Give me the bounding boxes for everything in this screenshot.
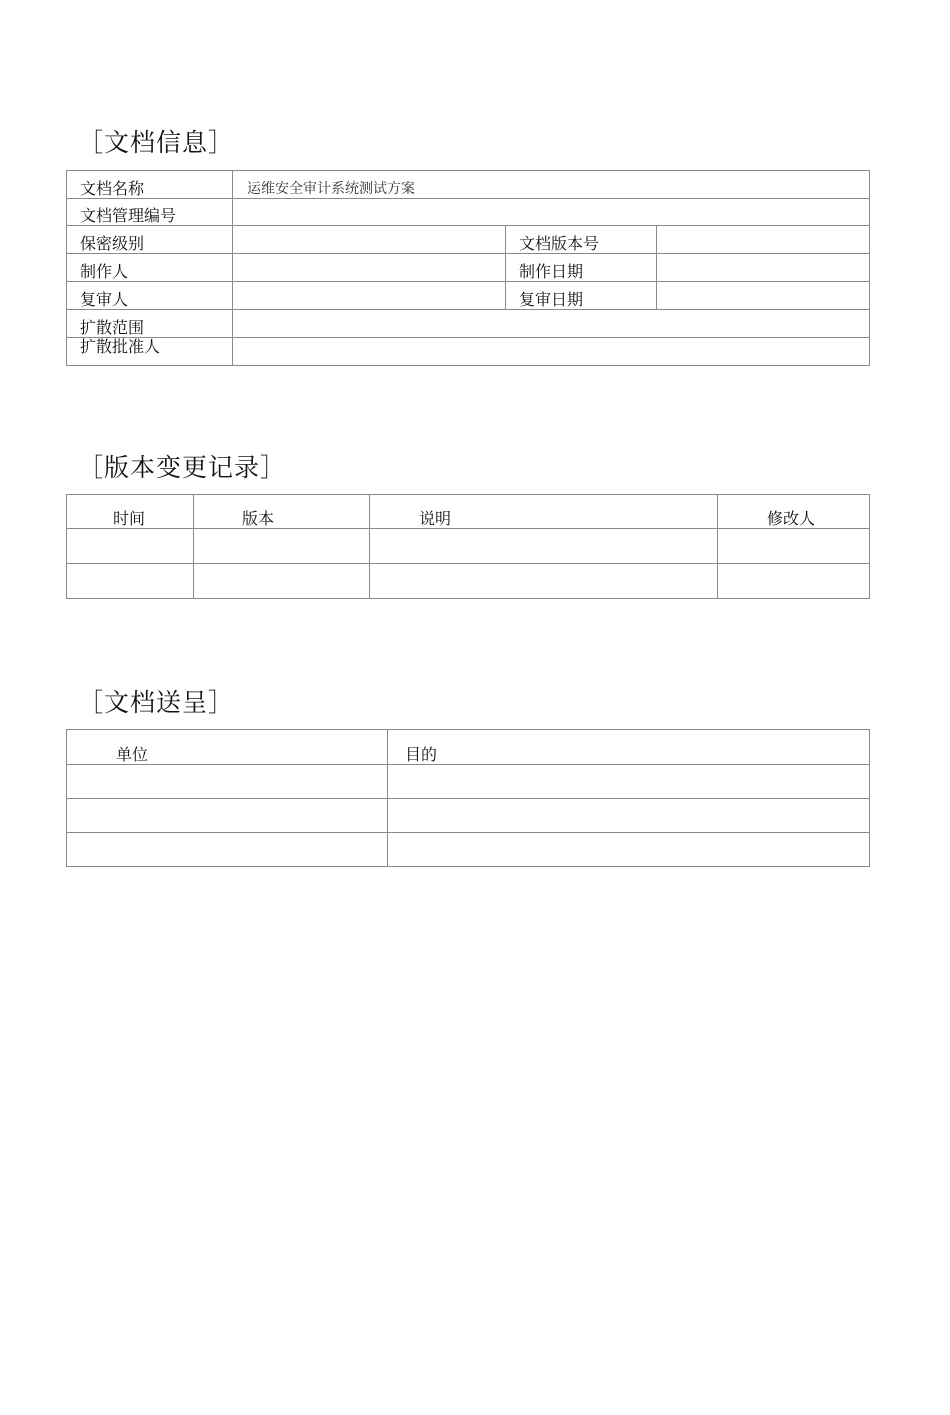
- unit-cell: [67, 799, 388, 833]
- doc-version-label: 文档版本号: [506, 226, 657, 254]
- distribution-scope-value: [233, 310, 870, 338]
- table-row: [67, 564, 870, 599]
- distribution-approver-row: [67, 338, 870, 366]
- doc-distribution-table: [66, 729, 870, 867]
- header-purpose: 目的: [388, 730, 870, 765]
- security-row: [67, 226, 870, 254]
- distribution-scope-label: 扩散范围: [67, 310, 233, 338]
- doc-name-row: [67, 171, 870, 199]
- header-version: 版本: [194, 495, 370, 529]
- doc-name-value: 运维安全审计系统测试方案: [233, 171, 870, 199]
- doc-name-label: 文档名称: [67, 171, 233, 199]
- distribution-approver-value: [233, 338, 870, 366]
- table-row: [67, 799, 870, 833]
- author-value: [233, 254, 506, 282]
- doc-info-table: [66, 170, 870, 366]
- review-date-label: 复审日期: [506, 282, 657, 310]
- doc-distribution-title: ［文档送呈］: [78, 688, 235, 717]
- purpose-cell: [388, 833, 870, 867]
- security-level-value: [233, 226, 506, 254]
- author-label: 制作人: [67, 254, 233, 282]
- time-cell: [67, 529, 194, 564]
- security-level-label: 保密级别: [67, 226, 233, 254]
- created-date-value: [657, 254, 870, 282]
- distribution-header-row: [67, 730, 870, 765]
- author-row: [67, 254, 870, 282]
- table-row: [67, 833, 870, 867]
- version-cell: [194, 564, 370, 599]
- version-history-title: ［版本变更记录］: [78, 453, 287, 482]
- reviewer-row: [67, 282, 870, 310]
- modifier-cell: [718, 564, 870, 599]
- reviewer-label: 复审人: [67, 282, 233, 310]
- version-cell: [194, 529, 370, 564]
- time-cell: [67, 564, 194, 599]
- created-date-label: 制作日期: [506, 254, 657, 282]
- purpose-cell: [388, 765, 870, 799]
- table-row: [67, 529, 870, 564]
- table-row: [67, 765, 870, 799]
- header-time: 时间: [67, 495, 194, 529]
- doc-mgmt-no-label: 文档管理编号: [67, 199, 233, 226]
- unit-cell: [67, 833, 388, 867]
- header-unit: 单位: [67, 730, 388, 765]
- version-header-row: [67, 495, 870, 529]
- purpose-cell: [388, 799, 870, 833]
- version-history-table: [66, 494, 870, 599]
- description-cell: [370, 529, 718, 564]
- doc-mgmt-no-row: [67, 199, 870, 226]
- review-date-value: [657, 282, 870, 310]
- description-cell: [370, 564, 718, 599]
- distribution-scope-row: [67, 310, 870, 338]
- reviewer-value: [233, 282, 506, 310]
- unit-cell: [67, 765, 388, 799]
- header-modifier: 修改人: [718, 495, 870, 529]
- distribution-approver-label: 扩散批准人: [67, 338, 233, 366]
- doc-mgmt-no-value: [233, 199, 870, 226]
- modifier-cell: [718, 529, 870, 564]
- doc-info-title: ［文档信息］: [78, 128, 235, 157]
- doc-version-value: [657, 226, 870, 254]
- header-description: 说明: [370, 495, 718, 529]
